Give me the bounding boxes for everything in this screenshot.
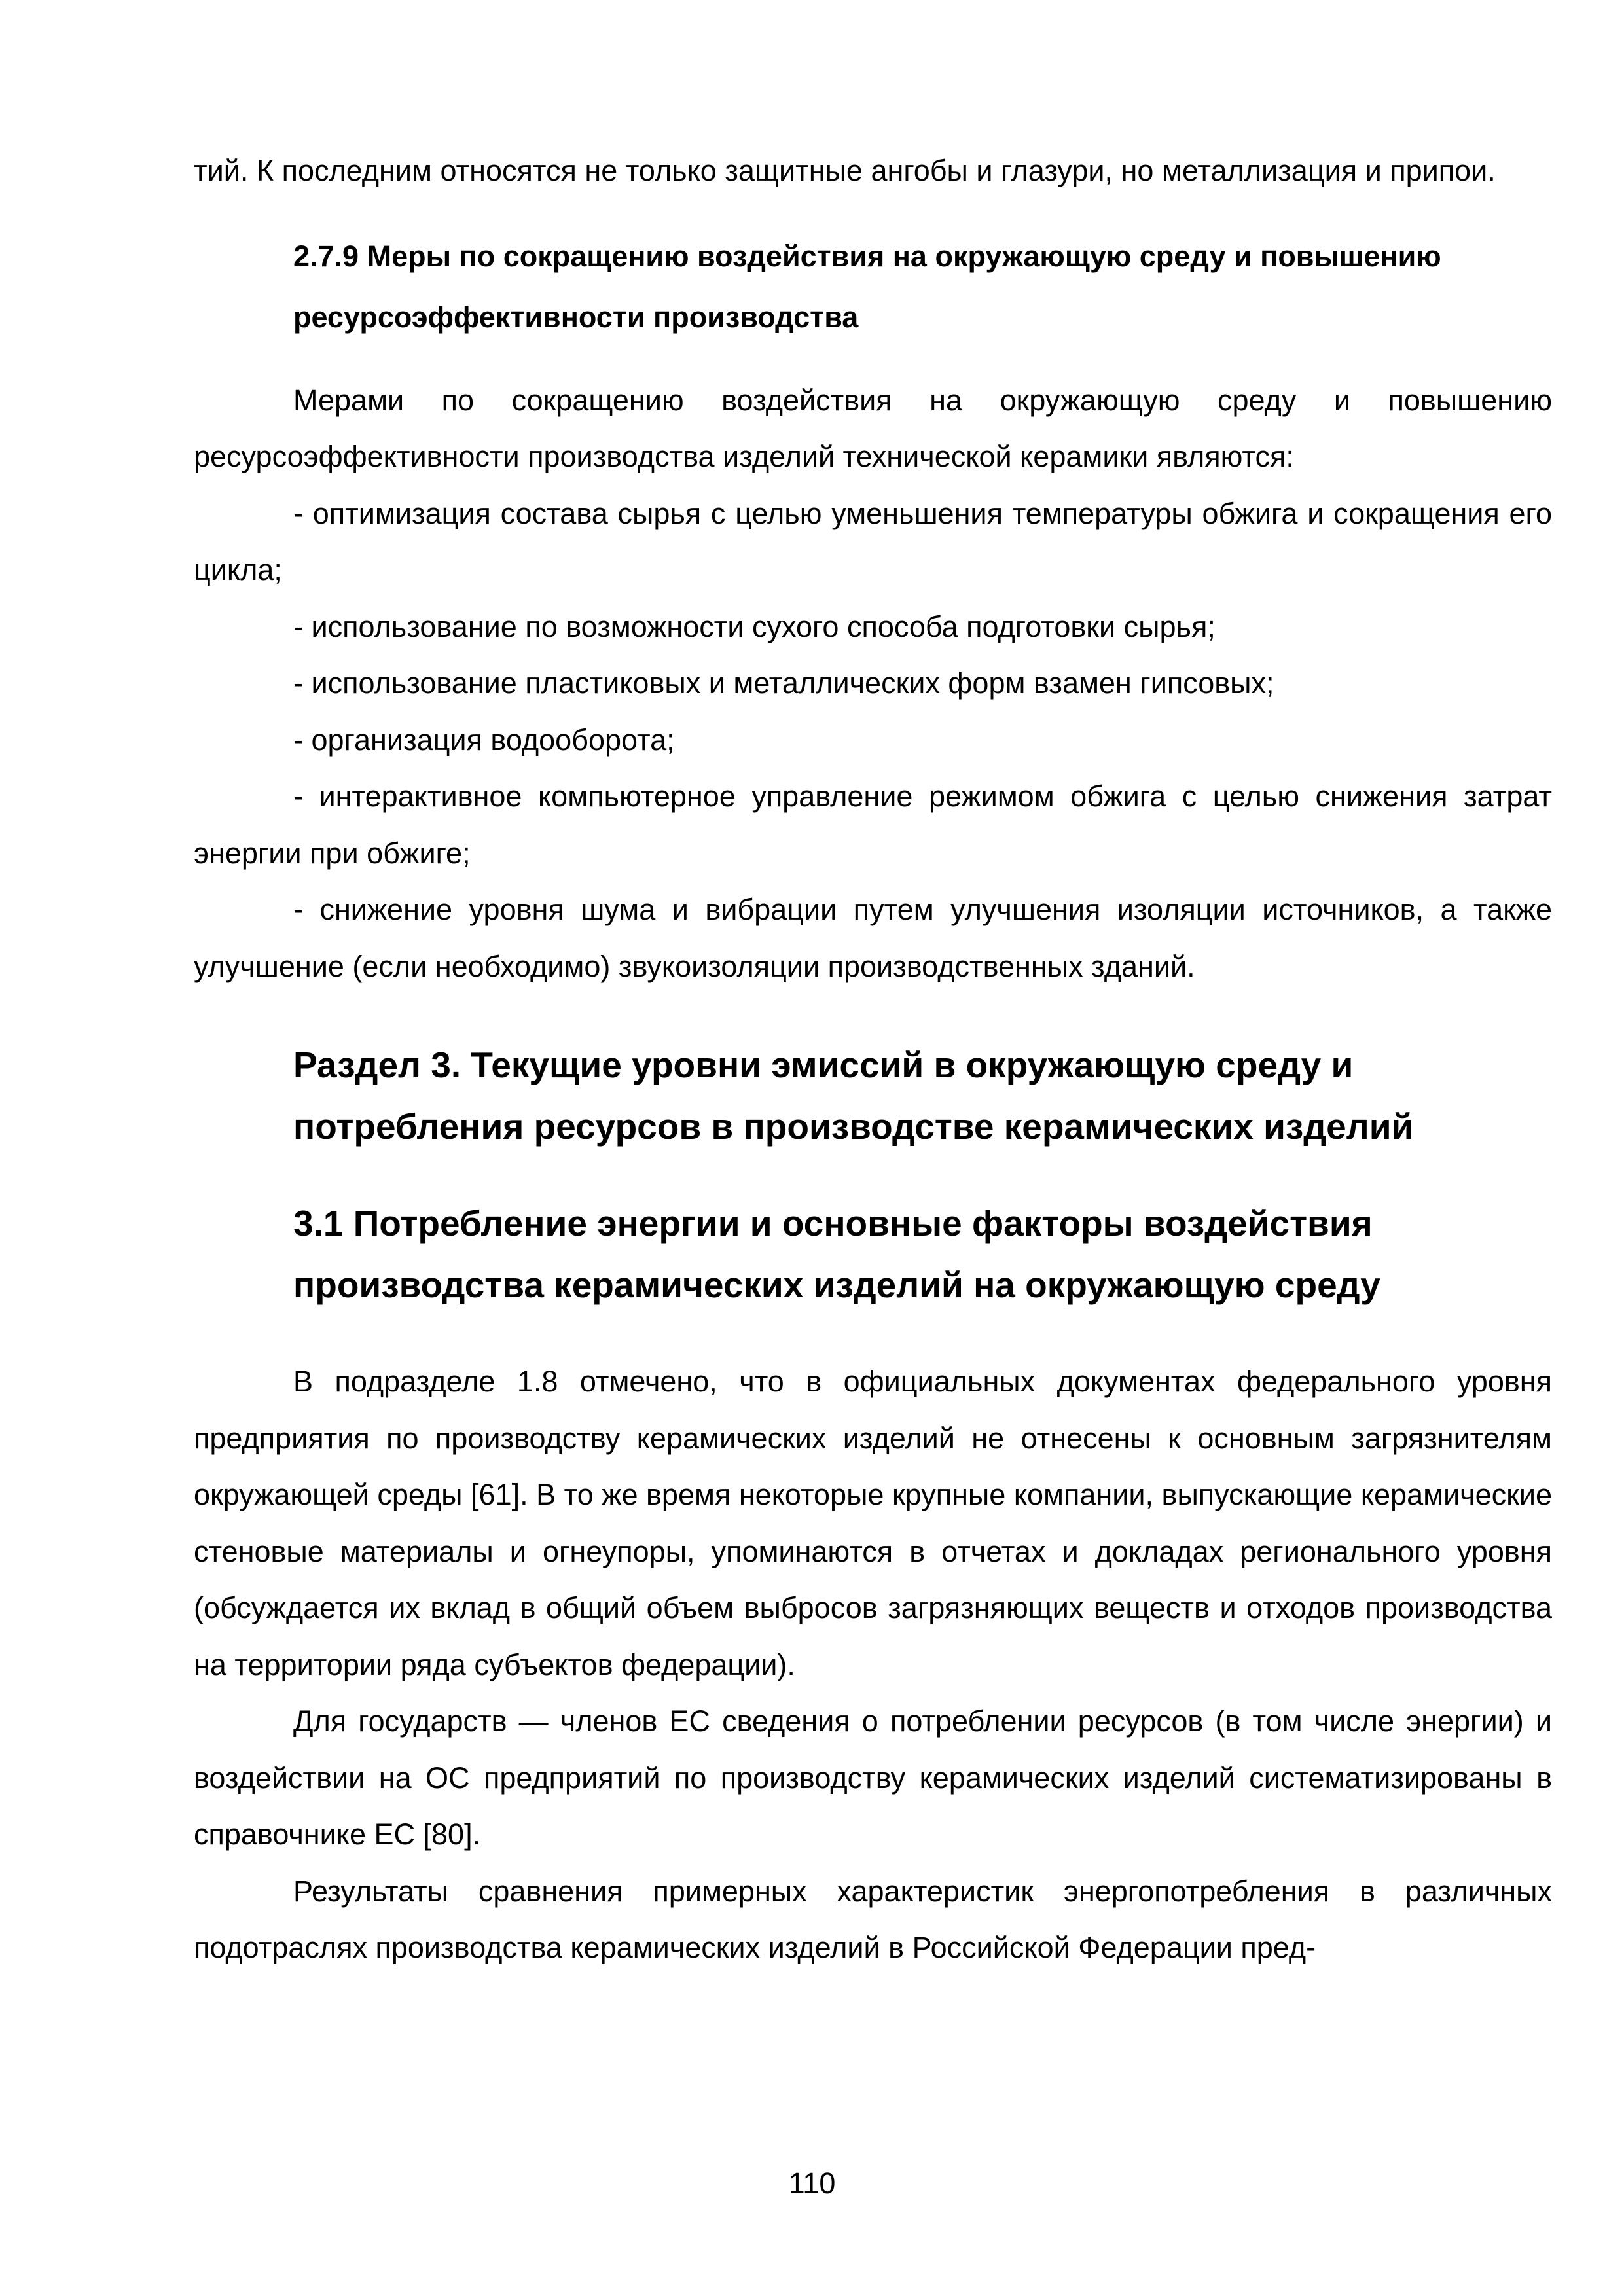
list-item: - использование по возможности сухого способа подготовки сырья;	[293, 609, 1216, 643]
subsection-heading-2-7-9: 2.7.9 Меры по сокращению воздействия на окружающую среду и повышению ресурсоэффективности производства	[293, 239, 1441, 334]
body-paragraph: В подразделе 1.8 отмечено, что в официальных документах федерального уровня предприятия по производству керамических изделий не отнесены к основным загрязнителям окружающей среды [61]. В то же время некоторые крупные компании, выпускающие керамические стеновые материалы и огнеупоры, упоминаются в отчетах и докладах регионального уровня (обсуждается их вклад в общий объем выбросов загрязняющих веществ и отходов производства на территории ряда субъектов федерации).	[194, 1365, 1552, 1681]
section-3-heading: Раздел 3. Текущие уровни эмиссий в окружающую среду и потребления ресурсов в производстве керамических изделий	[293, 1045, 1414, 1147]
list-item: - оптимизация состава сырья с целью уменьшения температуры обжига и сокращения его цикла;	[194, 496, 1552, 586]
list-item: - использование пластиковых и металлических форм взамен гипсовых;	[293, 666, 1274, 700]
page-number: 110	[788, 2166, 836, 2200]
list-item: - организация водооборота;	[293, 723, 675, 757]
measures-list	[194, 486, 1552, 996]
list-item: - интерактивное компьютерное управление режимом обжига с целью снижения затрат энергии при обжиге;	[194, 780, 1552, 870]
page-content	[194, 143, 1552, 1977]
continuation-paragraph: тий. К последним относятся не только защитные ангобы и глазури, но металлизация и припои.	[194, 154, 1496, 187]
list-item: - снижение уровня шума и вибрации путем улучшения изоляции источников, а также улучшение (если необходимо) звукоизоляции производственных зданий.	[194, 893, 1552, 983]
subsection-3-1-heading: 3.1 Потребление энергии и основные факторы воздействия производства керамических изделий на окружающую среду	[293, 1203, 1380, 1305]
body-paragraph: Для государств — членов ЕС сведения о потреблении ресурсов (в том числе энергии) и воздействии на ОС предприятий по производству керамических изделий систематизированы в справочнике ЕС [80].	[194, 1704, 1552, 1851]
body-paragraph: Результаты сравнения примерных характеристик энергопотребления в различных подотраслях производства керамических изделий в Российской Федерации пред-	[194, 1874, 1552, 1964]
measures-intro-paragraph: Мерами по сокращению воздействия на окружающую среду и повышению ресурсоэффективности производства изделий технической керамики являются:	[194, 383, 1552, 473]
